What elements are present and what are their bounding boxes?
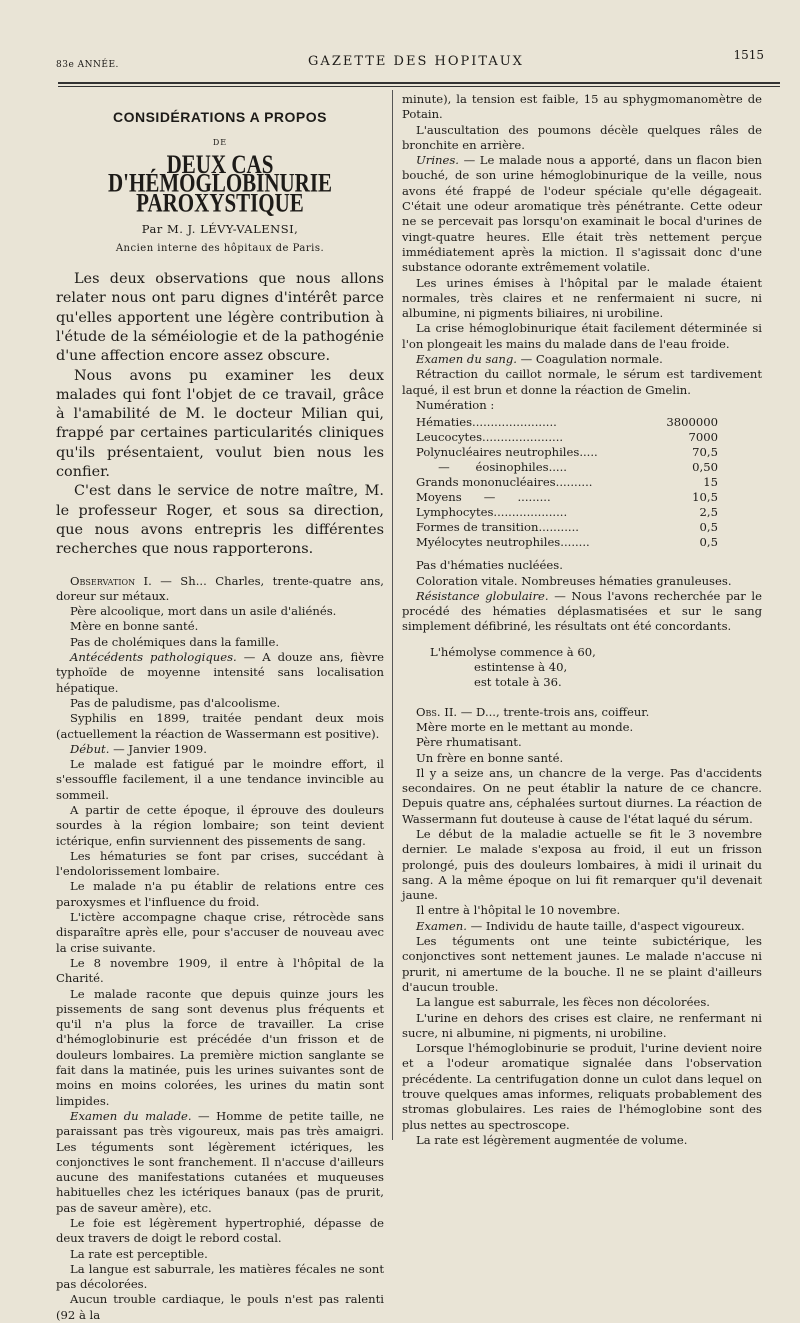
body-paragraph: A partir de cette époque, il éprouve des douleurs sourdes à la région lombaire; son teint devient ictérique, enfin surviennent des pissements de sang.: [56, 802, 384, 848]
right-column: [402, 92, 762, 1148]
column-divider: [392, 90, 393, 1140]
body-paragraph: Il entre à l'hôpital le 10 novembre.: [416, 903, 621, 918]
body-paragraph: Le début de la maladie actuelle se fit le 3 novembre dernier. Le malade s'exposa au froid, il eut un frisson prolongé, puis des douleurs lombaires, à midi il urinait du sang. A la même époque on lui fit remarquer qu'il devenait jaune.: [402, 826, 762, 903]
obs2-label: Obs. II.: [416, 704, 458, 719]
journal-title: GAZETTE DES HOPITAUX: [308, 54, 524, 69]
debut-paragraph: [56, 742, 384, 757]
page-number: 1515: [733, 48, 764, 62]
urines-text: — Le malade nous a apporté, dans un flacon bien bouché, de son urine hémoglobinurique de la veille, nous avons été frappé de l'odeur spéciale qu'elle dégageait. C'était une odeur aromatique très pénétrante. Cette odeur ne se percevait pas lorsqu'on examinait le bocal d'urines de vingt-quatre heures. Elle était très nettement perçue immédiatement après la miction. Il s'agissait donc d'une substance odorante extrêmement volatile.: [402, 153, 762, 275]
blood-count-row: [416, 475, 726, 490]
body-paragraph: Pas de cholémiques dans la famille.: [70, 634, 279, 649]
body-paragraph: Le malade est fatigué par le moindre effort, il s'essouffle facilement, il a une tendance invincible au sommeil.: [56, 757, 384, 802]
antecedents-label: Antécédents pathologiques.: [70, 650, 237, 665]
body-paragraph: Il y a seize ans, un chancre de la verge. Pas d'accidents secondaires. On ne peut établir la nature de ce chancre. Depuis quatre ans, céphalées surtout diurnes. La réaction de Wassermann fut douteuse à cause de l'état laqué du sérum.: [402, 765, 762, 826]
blood-count-value: 7000: [688, 430, 718, 445]
page-header: [56, 48, 776, 76]
debut-text: — Janvier 1909.: [109, 741, 207, 756]
observation-2-heading: [402, 705, 762, 720]
examen2-text: — Individu de haute taille, d'aspect vigoureux.: [466, 918, 745, 933]
observation-1-heading: [56, 574, 384, 605]
sang-label: Examen du sang.: [416, 352, 517, 367]
sang-paragraph: [402, 352, 762, 367]
body-paragraph: Père rhumatisant.: [416, 735, 522, 750]
header-rule-thick: [58, 82, 780, 84]
body-paragraph: Rétraction du caillot normale, le sérum est tardivement laqué, il est brun et donne la réaction de Gmelin.: [402, 367, 762, 397]
blood-count-value: 0,5: [699, 535, 718, 550]
resistance-paragraph: [402, 589, 762, 635]
article-title-line2: DEUX CAS D'HÉMOGLOBINURIE PAROXYSTIQUE: [107, 148, 333, 217]
header-rule-thin: [58, 86, 780, 87]
hemolysis-line: estintense à 40,: [474, 660, 568, 675]
body-paragraph: Syphilis en 1899, traitée pendant deux mois (actuellement la réaction de Wassermann est positive).: [56, 711, 384, 741]
blood-count-value: 10,5: [692, 490, 718, 505]
body-paragraph: La crise hémoglobinurique était facilement déterminée si l'on plongeait les mains du malade dans de l'eau froide.: [402, 321, 762, 351]
article-title-block: [56, 110, 384, 256]
body-paragraph: Les hématuries se font par crises, succédant à l'endolorissement lombaire.: [56, 848, 384, 879]
blood-count-value: 3800000: [666, 415, 718, 430]
hemolysis-line: L'hémolyse commence à 60,: [430, 644, 596, 659]
body-paragraph: Coloration vitale. Nombreuses hématies granuleuses.: [416, 573, 732, 588]
blood-count-label: Lymphocytes....................: [416, 505, 568, 520]
body-paragraph: Les téguments ont une teinte subictérique, les conjonctives sont nettement jaunes. Le malade n'accuse ni prurit, ni amertume de la bouche. Il ne se plaint d'ailleurs d'aucun trouble.: [402, 934, 762, 994]
author-affiliation: Ancien interne des hôpitaux de Paris.: [115, 242, 325, 254]
body-paragraph: La rate est perceptible.: [70, 1246, 208, 1261]
body-paragraph: Les urines émises à l'hôpital par le malade étaient normales, très claires et ne renfermaient ni sucre, ni albumine, ni pigments biliaires, ni urobiline.: [402, 275, 762, 321]
resistance-text: — Nous l'avons recherchée par le procédé des hématies déplasmatisées et sur le sang simplement défibriné, les résultats ont été concordants.: [402, 588, 762, 634]
blood-count-label: — éosinophiles.....: [416, 460, 567, 475]
blood-count-row: [416, 490, 726, 505]
blood-count-label: Grands mononucléaires..........: [416, 475, 593, 490]
blood-count-row: [416, 520, 726, 535]
examen-text: — Homme de petite taille, ne paraissant pas très vigoureux, mais pas très amaigri. Les téguments sont légèrement ictériques, les conjonctives le sont franchement. Il n'accuse d'ailleurs aucune des manifestations cutanées et muqueuses habituelles chez les ictériques banaux (pas de prurit, pas de saveur amère), etc.: [56, 1108, 384, 1215]
year-label: 83e ANNÉE.: [56, 60, 119, 70]
blood-count-row: [416, 505, 726, 520]
blood-count-label: Formes de transition...........: [416, 520, 579, 535]
numeration-label: Numération :: [416, 397, 495, 412]
article-title-line1: CONSIDÉRATIONS A PROPOS: [112, 109, 327, 125]
body-paragraph: Aucun trouble cardiaque, le pouls n'est pas ralenti (92 à la: [56, 1292, 384, 1322]
article-title-de: DE: [212, 138, 228, 148]
blood-count-label: Hématies.......................: [416, 415, 557, 430]
body-paragraph: Un frère en bonne santé.: [416, 750, 564, 765]
obs1-text: — Sh... Charles, trente-quatre ans, doreur sur métaux.: [56, 573, 384, 603]
body-paragraph: Lorsque l'hémoglobinurie se produit, l'urine devient noire et a l'odeur aromatique signalée dans l'observation précédente. La centrifugation donne un culot dans lequel on trouve quelques amas informes, reliquats probablement des stromas globulaires. Les raies de l'hémoglobine sont des plus nettes au spectroscope.: [402, 1041, 762, 1132]
hemolysis-line: est totale à 36.: [474, 675, 562, 690]
intro-paragraph: Nous avons pu examiner les deux malades qui font l'objet de ce travail, grâce à l'amabilité de M. le docteur Milian qui, frappé par certaines particularités cliniques qu'ils présentaient, voulut bien nous les confier.: [56, 367, 384, 481]
body-paragraph: Mère en bonne santé.: [70, 619, 199, 634]
hemolysis-results: [430, 645, 762, 691]
blood-count-row: [416, 415, 726, 430]
body-paragraph: Le malade raconte que depuis quinze jours les pissements de sang sont devenus plus fréquents et qu'il n'a plus la force de travailler. La crise d'hémoglobinurie est précédée d'un frisson et de douleurs lombaires. La première miction sanglante se fait dans la matinée, puis les urines suivantes sont de moins en moins colorées, les urines du matin sont limpides.: [56, 986, 384, 1108]
blood-count-row: [416, 460, 726, 475]
body-paragraph: La langue est saburrale, les matières fécales ne sont pas décolorées.: [56, 1261, 384, 1292]
body-paragraph: Le malade n'a pu établir de relations entre ces paroxysmes et l'influence du froid.: [56, 879, 384, 909]
examen2-label: Examen.: [416, 918, 467, 933]
body-paragraph: Le foie est légèrement hypertrophié, dépasse de deux travers de doigt le rebord costal.: [56, 1216, 384, 1246]
urines-label: Urines.: [416, 153, 459, 168]
blood-count-value: 0,50: [692, 460, 718, 475]
resistance-label: Résistance globulaire.: [416, 588, 549, 603]
sang-text: — Coagulation normale.: [516, 352, 663, 367]
antecedents-paragraph: [56, 650, 384, 696]
body-paragraph: La rate est légèrement augmentée de volume.: [416, 1132, 688, 1147]
blood-count-label: Leucocytes......................: [416, 430, 564, 445]
body-paragraph: L'ictère accompagne chaque crise, rétrocède sans disparaître après elle, pour s'accuser de nouveau avec la crise suivante.: [56, 910, 384, 955]
antecedents-text: — A douze ans, fièvre typhoïde de moyenne intensité sans localisation hépatique.: [56, 650, 384, 695]
left-column: [56, 92, 384, 1323]
article-author: Par M. J. LÉVY-VALENSI,: [141, 222, 299, 237]
blood-count-label: Moyens — .........: [416, 490, 551, 505]
intro-paragraph: Les deux observations que nous allons relater nous ont paru dignes d'intérêt parce qu'elles apportent une légère contribution à l'étude de la séméiologie et de la pathogénie d'une affection encore assez obscure.: [56, 271, 384, 365]
obs2-text: — D..., trente-trois ans, coiffeur.: [457, 704, 650, 719]
blood-count-value: 15: [703, 475, 718, 490]
examen2-paragraph: [402, 919, 762, 934]
blood-count-row: [416, 445, 726, 460]
intro-paragraph: C'est dans le service de notre maître, M. le professeur Roger, et sous sa direction, que nous avons entrepris les différentes recherches que nous rapporterons.: [56, 483, 384, 558]
body-paragraph: Pas de paludisme, pas d'alcoolisme.: [70, 695, 281, 710]
urines-paragraph: [402, 153, 762, 275]
body-paragraph: Le 8 novembre 1909, il entre à l'hôpital de la Charité.: [56, 955, 384, 986]
blood-count-row: [416, 535, 726, 550]
debut-label: Début.: [70, 741, 110, 756]
examen-label: Examen du malade.: [70, 1108, 192, 1123]
blood-count-label: Polynucléaires neutrophiles.....: [416, 445, 598, 460]
blood-count-table: [416, 415, 726, 550]
examen-paragraph: [56, 1109, 384, 1216]
blood-count-value: 2,5: [699, 505, 718, 520]
body-paragraph: La langue est saburrale, les fèces non décolorées.: [416, 995, 710, 1010]
blood-count-value: 0,5: [699, 520, 718, 535]
blood-count-value: 70,5: [692, 445, 718, 460]
body-paragraph: L'auscultation des poumons décèle quelques râles de bronchite en arrière.: [402, 122, 762, 152]
body-paragraph: Pas d'hématies nucléées.: [416, 558, 563, 573]
body-paragraph: minute), la tension est faible, 15 au sphygmomanomètre de Potain.: [402, 92, 762, 122]
blood-count-row: [416, 430, 726, 445]
article-intro: [56, 270, 384, 559]
body-paragraph: Père alcoolique, mort dans un asile d'aliénés.: [70, 604, 337, 619]
body-paragraph: L'urine en dehors des crises est claire, ne renfermant ni sucre, ni albumine, ni pigments, ni urobiline.: [402, 1010, 762, 1040]
blood-count-label: Myélocytes neutrophiles........: [416, 535, 590, 550]
body-paragraph: Mère morte en le mettant au monde.: [416, 719, 634, 734]
obs1-label: Observation I.: [70, 573, 152, 588]
